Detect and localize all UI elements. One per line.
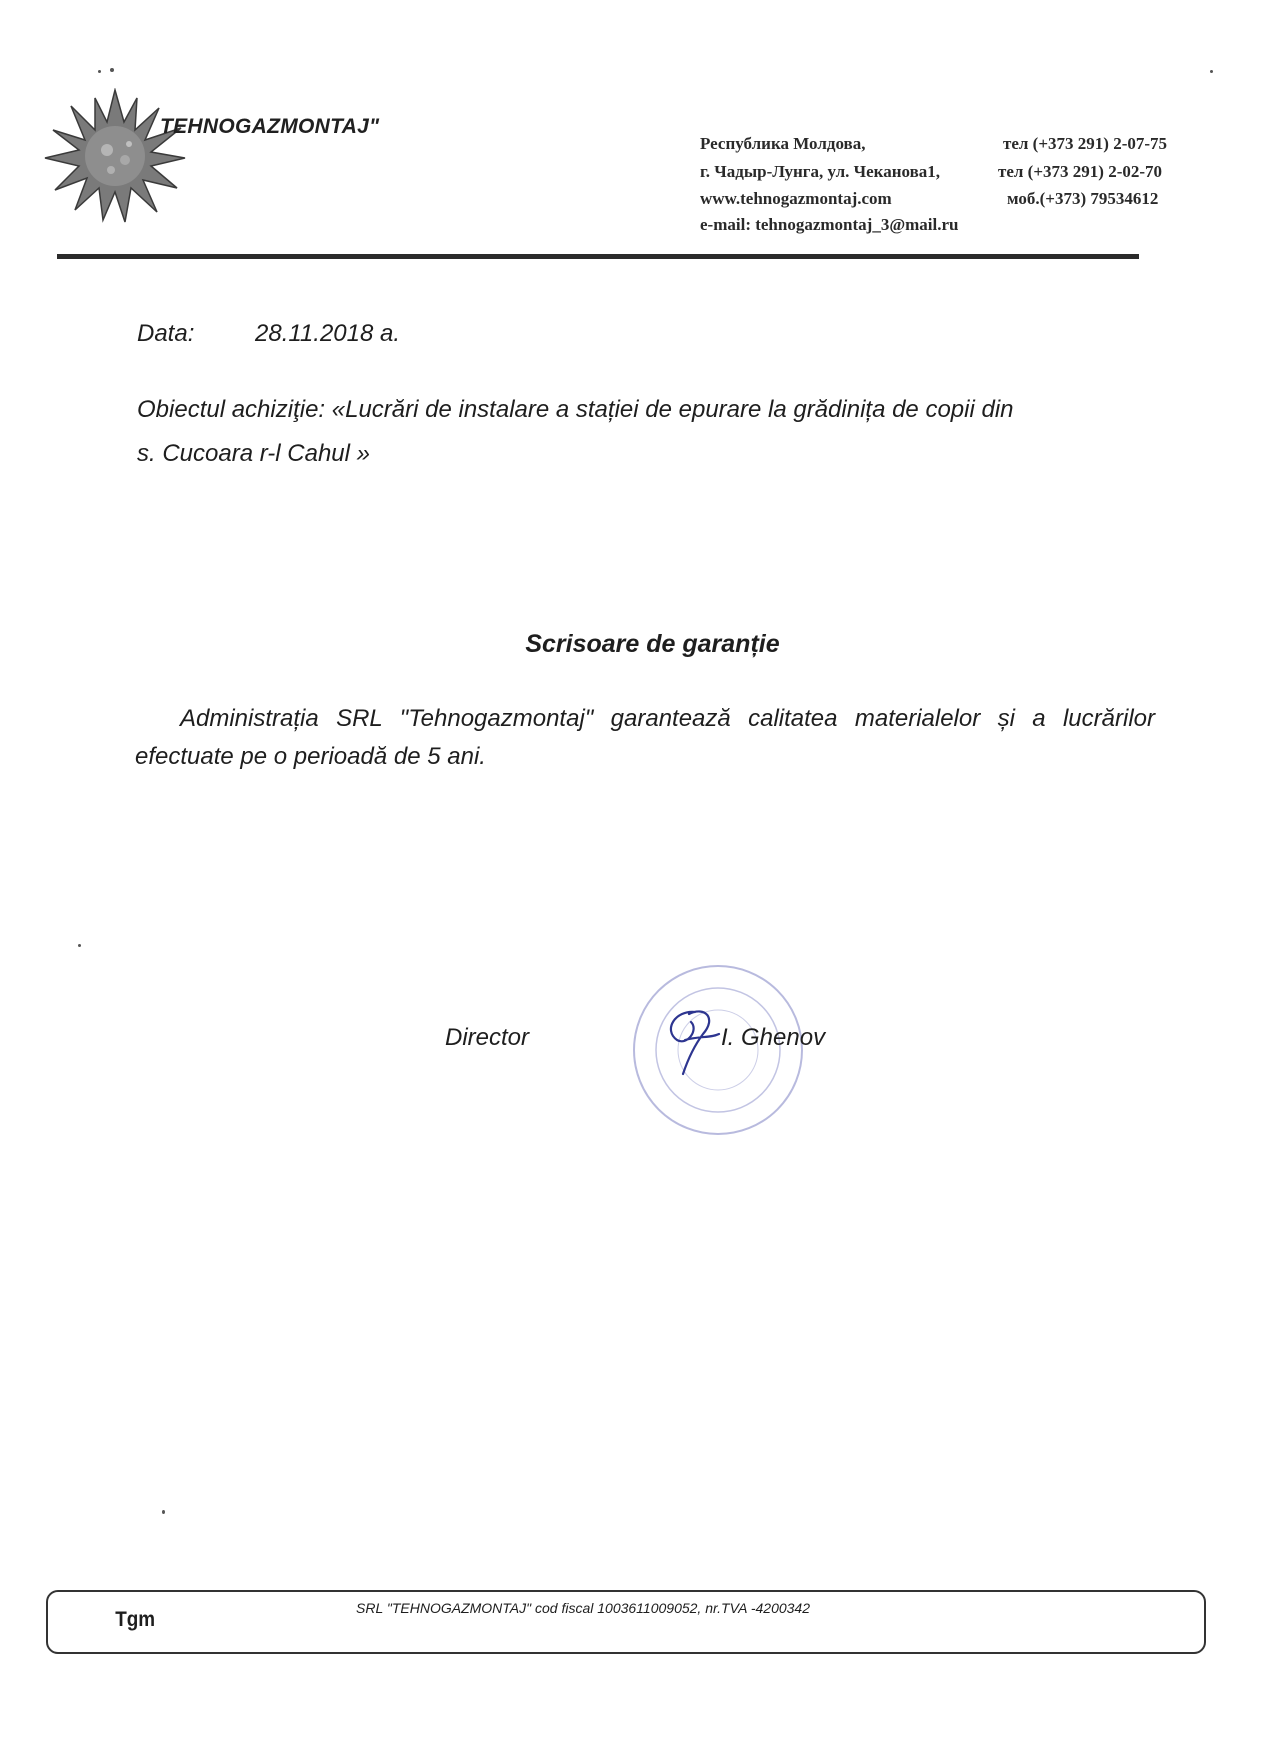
date-value: 28.11.2018 a.: [255, 320, 401, 347]
mobile-phone: моб.(+373) 79534612: [1007, 189, 1159, 208]
starburst-logo-icon: [40, 88, 190, 223]
scan-speck: [162, 1510, 165, 1514]
letter-title: Scrisoare de garanție: [525, 630, 780, 658]
address-city: г. Чадыр-Лунга, ул. Чеканова1,: [700, 162, 941, 181]
signatory-name: I. Ghenov: [721, 1024, 826, 1051]
signatory-role: Director: [445, 1024, 530, 1051]
footer-legal-text: SRL "TEHNOGAZMONTAJ" cod fiscal 1003611009052, nr.TVA -4200342: [356, 1600, 811, 1616]
website: www.tehnogazmontaj.com: [700, 189, 892, 208]
address-country: Республика Молдова,: [700, 134, 866, 153]
footer-tag: Tgm: [115, 1608, 156, 1631]
company-name: TEHNOGAZMONTAJ": [160, 115, 380, 138]
subject-line-2: s. Cucoara r-l Cahul »: [137, 440, 370, 467]
letter-body: Administrația SRL "Tehnogazmontaj" garantează calitatea materialelor și a lucrărilor efectuate pe o perioadă de 5 ani.: [135, 705, 1155, 770]
subject-line-1: Obiectul achiziţie: «Lucrări de instalare a stației de epurare la grădinița de copii din: [137, 396, 1014, 423]
scan-speck: [78, 944, 81, 947]
date-label: Data:: [137, 320, 195, 347]
header-divider: [57, 254, 1139, 259]
email: e-mail: tehnogazmontaj_3@mail.ru: [700, 215, 959, 234]
scan-speck: [110, 68, 114, 72]
phone-1: тел (+373 291) 2-07-75: [1003, 134, 1168, 153]
scan-speck: [98, 70, 101, 73]
scan-speck: [1210, 70, 1213, 73]
phone-2: тел (+373 291) 2-02-70: [998, 162, 1163, 181]
